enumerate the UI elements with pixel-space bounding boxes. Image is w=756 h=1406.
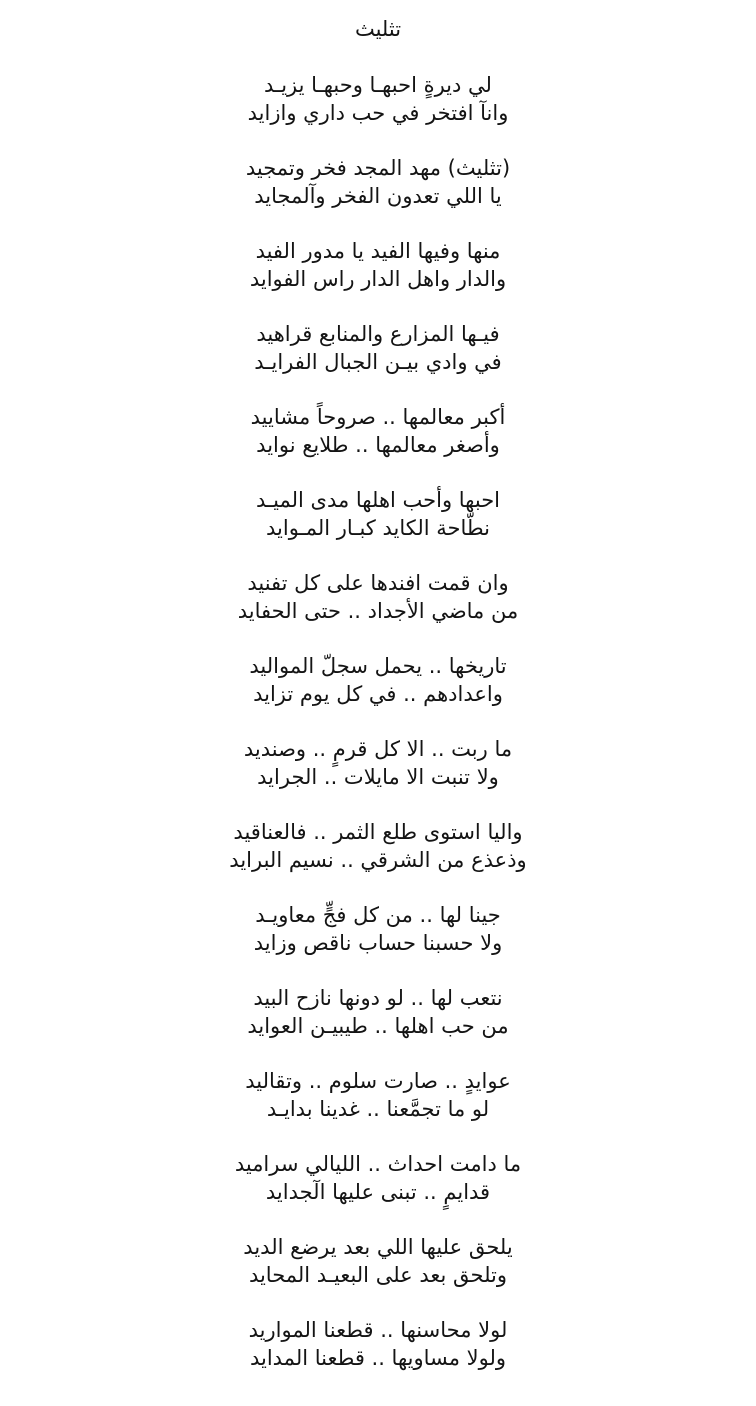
verse-line: واعدادهم .. في كل يوم تزايد (253, 682, 503, 706)
couplet-11 (0, 901, 756, 957)
verse-line: ولا تنبت الا مايلات .. الجرايد (257, 765, 499, 789)
verse-line: احبها وأحب اهلها مدى الميـد (255, 488, 501, 512)
verse-line: ولولا مساويها .. قطعنا المدايد (249, 1346, 507, 1370)
verse-line: لي ديرةٍ احبهـا وحبهـا يزيـد (264, 73, 492, 97)
verse-line: نتعب لها .. لو دونها نازح البيد (253, 986, 503, 1010)
verse-line: من حب اهلها .. طيبيـن العوايد (247, 1014, 509, 1038)
couplet-5 (0, 403, 756, 459)
verse-line: تاريخها .. يحمل سجلّ المواليد (249, 654, 507, 678)
verse-line: قدايمٍ .. تبنى عليها الٓجدايد (265, 1180, 491, 1204)
verse-line: وانآ افتخر في حب داري وازايد (247, 101, 509, 125)
couplet-1 (0, 71, 756, 127)
verse-line: نطّاحة الكايد كبـار المـوايد (266, 516, 490, 540)
verse-line: لولا محاسنها .. قطعنا المواريد (248, 1318, 508, 1342)
couplet-15 (0, 1233, 756, 1289)
couplet-8 (0, 652, 756, 708)
verse-line: جينا لها .. من كل فجٍّ معاويـد (255, 903, 501, 927)
verse-line: ولا حسبنا حساب ناقص وزايد (253, 931, 503, 955)
couplet-2 (0, 154, 756, 210)
verse-line: وذعذع من الشرقي .. نسيم البرايد (229, 848, 527, 872)
couplet-10 (0, 818, 756, 874)
verse-line: منها وفيها الفيد يا مدور الفيد (255, 239, 501, 263)
verse-line: (تثليث) مهد المجد فخر وتمجيد (245, 156, 511, 180)
couplet-13 (0, 1067, 756, 1123)
verse-line: يلحق عليها اللي بعد يرضع الديد (243, 1235, 513, 1259)
verse-line: من ماضي الأجداد .. حتى الحفايد (237, 599, 519, 623)
verse-line: فيـها المزارع والمنابع قراهيد (256, 322, 500, 346)
verse-line: وأصغر معالمها .. طلايع نوايد (256, 433, 500, 457)
verse-line: يا اللي تعدون الفخر وآلمجايد (254, 184, 502, 208)
couplet-9 (0, 735, 756, 791)
couplet-7 (0, 569, 756, 625)
verse-line: أكبر معالمها .. صروحاً مشاييد (250, 405, 506, 429)
verse-line: ما ربت .. الا كل قرمٍ .. وصنديد (243, 737, 513, 761)
verse-line: وان قمت افندها على كل تفنيد (247, 571, 509, 595)
couplet-14 (0, 1150, 756, 1206)
couplet-16 (0, 1316, 756, 1372)
poem-title: تثليث (354, 17, 402, 41)
couplet-3 (0, 237, 756, 293)
verse-line: لو ما تجمَّعنا .. غدينا بدايـد (266, 1097, 490, 1121)
verse-line: ما دامت احداث .. الليالي سراميد (234, 1152, 522, 1176)
verse-line: والدار واهل الدار راس الفوايد (249, 267, 507, 291)
couplet-6 (0, 486, 756, 542)
verse-line: واليا استوى طلع الثمر .. فالعناقيد (233, 820, 523, 844)
verse-line: عوايدٍ .. صارت سلوم .. وتقاليد (245, 1069, 511, 1093)
couplet-4 (0, 320, 756, 376)
couplet-12 (0, 984, 756, 1040)
verse-line: وتلحق بعد على البعيـد المحايد (248, 1263, 508, 1287)
verse-line: في وادي بيـن الجبال الفرايـد (254, 350, 502, 374)
